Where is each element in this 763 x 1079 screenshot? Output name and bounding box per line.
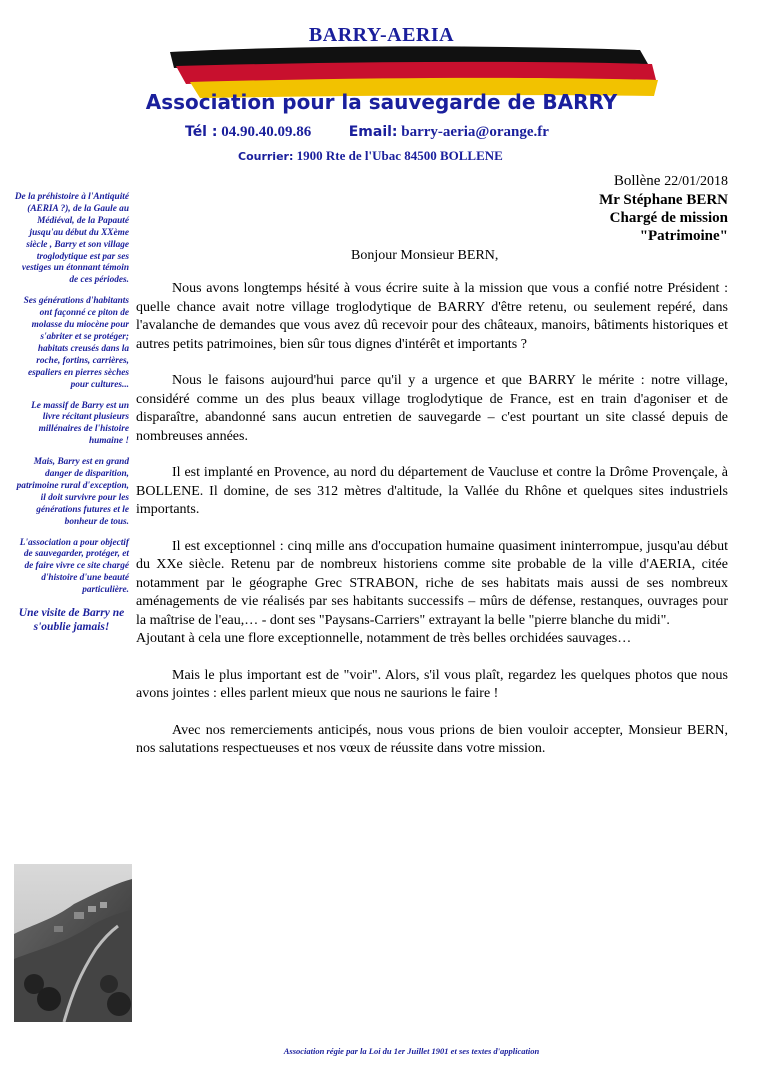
- recipient-role: Chargé de mission: [609, 210, 728, 226]
- contact-line: [185, 124, 549, 141]
- village-photo: [14, 864, 132, 1022]
- body-paragraph: Avec nos remerciements anticipés, nous vous prions de bien vouloir accepter, Monsieur BERN, nos salutations respectueuses et nos vœux de réussite dans votre mission.: [136, 722, 728, 756]
- place-date-line: [599, 172, 728, 191]
- sidebar-paragraph: Ses générations d'habitants ont façonné ce piton de molasse du miocène pour s'abriter et se protéger; habitats creusés dans la roche, fortins, carrières, espaliers en pierres sèches pour cultures...: [23, 296, 129, 390]
- sidebar-paragraph: L'association a pour objectif de sauvegarder, protéger, et de faire vivre ce site chargé d'histoire d'une beauté particulière.: [19, 537, 129, 596]
- letter-date: 22/01/2018: [664, 174, 728, 189]
- tel-number: 04.90.40.09.86: [221, 124, 312, 140]
- recipient-name: Mr Stéphane BERN: [599, 192, 728, 208]
- body-paragraph: Il est implanté en Provence, au nord du département de Vaucluse et contre la Drôme Provençale, à BOLLENE. Il domine, de ses 312 mètres d'altitude, la Vallée du Rhône et quelques sites industriels importants.: [136, 465, 728, 517]
- sidebar-paragraph: Mais, Barry est en grand danger de disparition, patrimoine rural d'exception, il doit survivre pour les générations futures et le bonheur de tous.: [16, 457, 129, 527]
- body-paragraph: Nous le faisons aujourd'hui parce qu'il y a urgence et que BARRY le mérite : notre village, considéré comme un des plus beaux village troglodytique de France, est en train d'agoniser et de disparaître, abandonné sans aucun entretien de sauvegarde – c'est pourtant un site classé depuis de nombreuses années.: [136, 373, 728, 444]
- letterhead-title: BARRY-AERIA: [308, 24, 455, 46]
- email-address: barry-aeria@orange.fr: [401, 124, 549, 140]
- association-name: Association pour la sauvegarde de BARRY: [145, 90, 618, 114]
- sidebar-slogan: Une visite de Barry ne s'oublie jamais!: [18, 607, 125, 634]
- postal-address: 1900 Rte de l'Ubac 84500 BOLLENE: [296, 148, 503, 163]
- sidebar-paragraph: De la préhistoire à l'Antiquité (AERIA ?), de la Gaule au Médiéval, de la Papauté jusqu'au début du XXème siècle , Barry et son village troglodytique est par ses vestiges un étonnant témoin de ces périodes.: [14, 192, 129, 286]
- letter-place: Bollène: [613, 173, 661, 189]
- courrier-label: Courrier:: [238, 150, 294, 163]
- date-recipient-block: [599, 172, 728, 245]
- greeting: Bonjour Monsieur BERN,: [351, 248, 499, 263]
- body-continuation: Ajoutant à cela une flore exceptionnelle, notamment de très belles orchidées sauvages…: [136, 631, 632, 646]
- sidebar-paragraph: Le massif de Barry est un livre récitant plusieurs millénaires de l'histoire humaine !: [31, 400, 129, 447]
- tel-label: Tél :: [185, 124, 218, 140]
- body-paragraph: Nous avons longtemps hésité à vous écrire suite à la mission que vous a confié notre Président : quelle chance avait notre village troglodytique de BARRY d'être retenu, ou seulement repéré, dans l'avalanche de demandes que vous avez dû recevoir pour des châteaux, manoirs, bâtiments historiques et autres petits patrimoines, bien sûr tous dignes d'intérêt et importants ?: [136, 281, 728, 352]
- letter-body: [136, 280, 728, 777]
- postal-line: [238, 148, 503, 164]
- sidebar: [14, 192, 129, 643]
- body-paragraph: Il est exceptionnel : cinq mille ans d'occupation humaine quasiment ininterrompue, jusqu'au début du XXe siècle. Retenu par de nombreux historiens comme site probable de la ville d'AERIA, citée notamment par le géographe Grec STRABON, riche de ses habitats mais aussi de ses nombreux aménagements de vie réalisés par ses habitants successifs – mûrs de défense, restanques, ouvrages pour la maîtrise de l'eau,… - dont ses "Paysans-Carriers" extrayant la belle "pierre blanche du midi".: [136, 538, 728, 628]
- body-paragraph: Mais le plus important est de "voir". Alors, s'il vous plaît, regardez les quelques photos que nous avons jointes : elles parlent mieux que nous ne saurions le faire !: [136, 667, 728, 701]
- email-label: Email:: [348, 124, 398, 140]
- legal-footer: Association régie par la Loi du 1er Juillet 1901 et ses textes d'application: [283, 1046, 540, 1056]
- recipient-mission: "Patrimoine": [639, 228, 728, 244]
